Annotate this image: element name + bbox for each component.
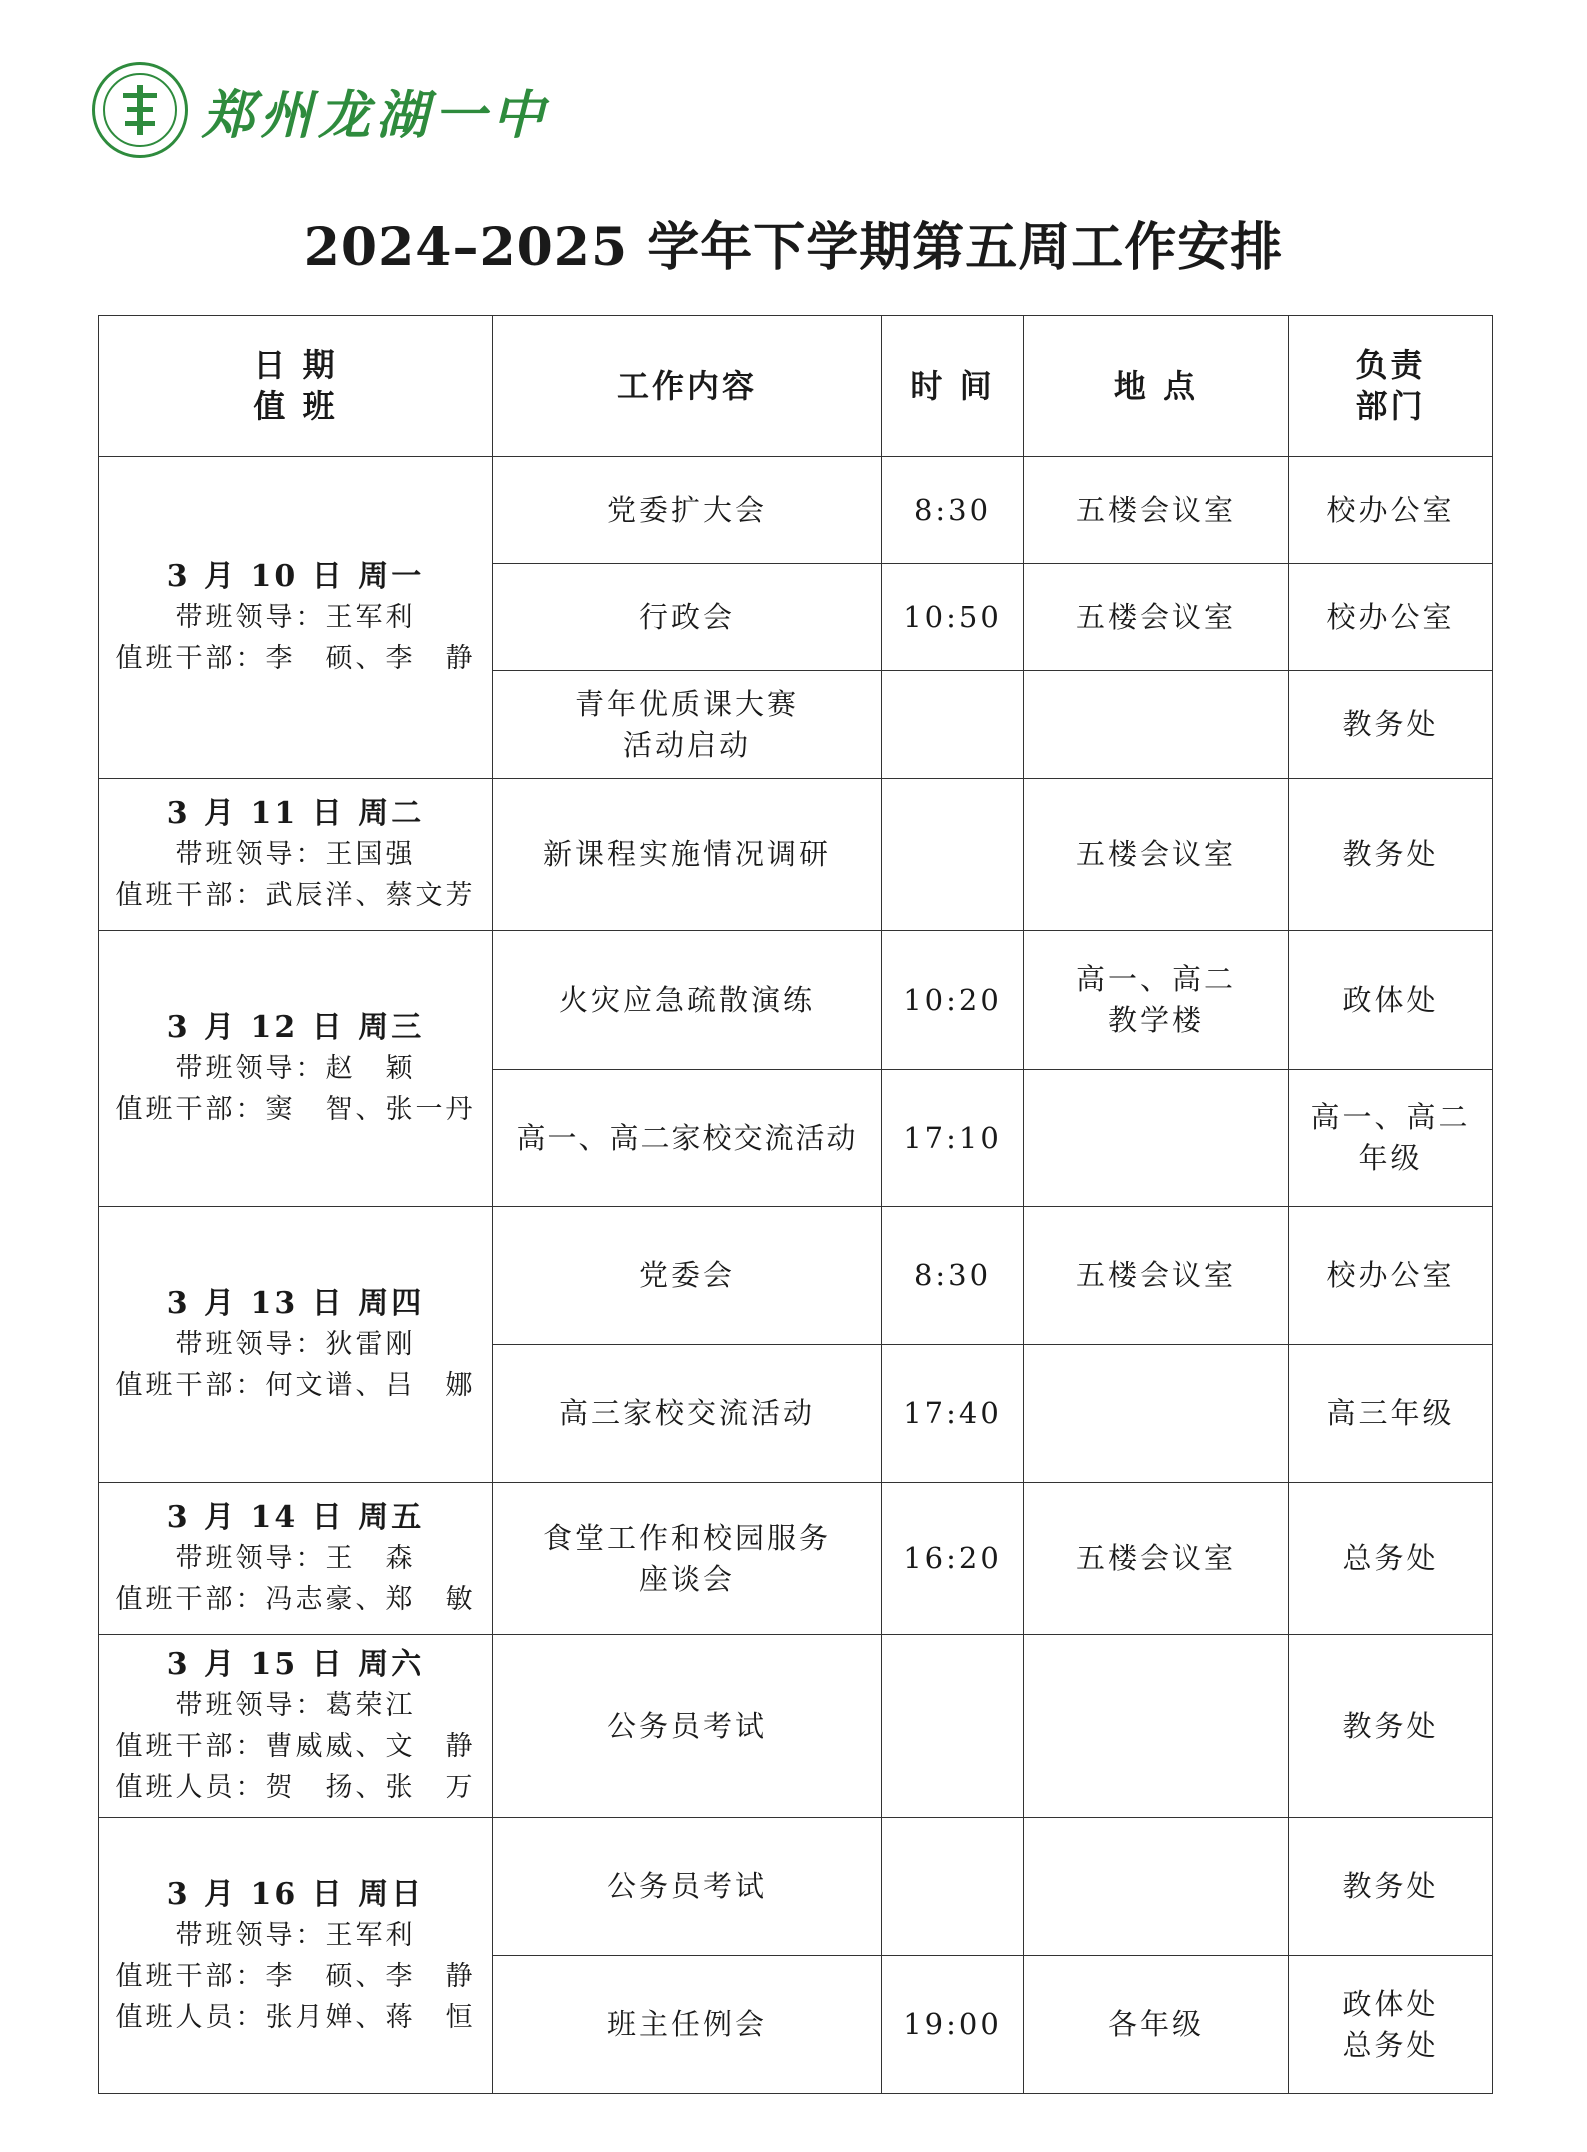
dept-cell: 教务处 <box>1289 671 1493 779</box>
time-cell <box>882 1635 1024 1818</box>
content-cell: 高一、高二家校交流活动 <box>493 1070 882 1207</box>
content-cell: 食堂工作和校园服务 座谈会 <box>493 1483 882 1635</box>
place-cell: 五楼会议室 <box>1024 457 1289 564</box>
day-cell: 3 月 13 日 周四 带班领导：狄雷刚 值班干部：何文谱、吕 娜 <box>99 1207 493 1483</box>
place-cell <box>1024 1345 1289 1483</box>
dept-cell: 校办公室 <box>1289 457 1493 564</box>
header-date: 日 期 值 班 <box>99 316 493 457</box>
header-place: 地 点 <box>1024 316 1289 457</box>
place-cell <box>1024 671 1289 779</box>
content-cell: 公务员考试 <box>493 1818 882 1956</box>
header-row <box>99 316 1493 457</box>
dept-cell: 高三年级 <box>1289 1345 1493 1483</box>
time-cell: 16:20 <box>882 1483 1024 1635</box>
table-row <box>99 931 1493 1070</box>
place-cell <box>1024 1635 1289 1818</box>
time-cell: 17:40 <box>882 1345 1024 1483</box>
content-cell: 高三家校交流活动 <box>493 1345 882 1483</box>
dept-cell: 高一、高二 年级 <box>1289 1070 1493 1207</box>
place-cell: 五楼会议室 <box>1024 564 1289 671</box>
table-row <box>99 779 1493 931</box>
content-cell: 新课程实施情况调研 <box>493 779 882 931</box>
dept-cell: 校办公室 <box>1289 1207 1493 1345</box>
day-cell: 3 月 14 日 周五 带班领导：王 森 值班干部：冯志豪、郑 敏 <box>99 1483 493 1635</box>
time-cell: 10:20 <box>882 931 1024 1070</box>
dept-cell: 政体处 总务处 <box>1289 1956 1493 2094</box>
time-cell <box>882 1818 1024 1956</box>
page-title: 2024–2025 学年下学期第五周工作安排 <box>303 217 1284 278</box>
content-cell: 火灾应急疏散演练 <box>493 931 882 1070</box>
school-logo <box>92 62 550 158</box>
dept-cell: 政体处 <box>1289 931 1493 1070</box>
header-content: 工作内容 <box>493 316 882 457</box>
place-cell <box>1024 1070 1289 1207</box>
place-cell: 五楼会议室 <box>1024 1483 1289 1635</box>
day-cell: 3 月 10 日 周一 带班领导：王军利 值班干部：李 硕、李 静 <box>99 457 493 779</box>
dept-cell: 教务处 <box>1289 1635 1493 1818</box>
dept-cell: 校办公室 <box>1289 564 1493 671</box>
school-seal-icon <box>92 62 188 158</box>
day-cell: 3 月 15 日 周六 带班领导：葛荣江 值班干部：曹威威、文 静 值班人员：贺 扬、张 万 <box>99 1635 493 1818</box>
table-row <box>99 1207 1493 1345</box>
table-row <box>99 457 1493 564</box>
place-cell: 高一、高二 教学楼 <box>1024 931 1289 1070</box>
place-cell <box>1024 1818 1289 1956</box>
dept-cell: 总务处 <box>1289 1483 1493 1635</box>
content-cell: 党委扩大会 <box>493 457 882 564</box>
content-cell: 青年优质课大赛 活动启动 <box>493 671 882 779</box>
header-dept: 负责 部门 <box>1289 316 1493 457</box>
table-row <box>99 1483 1493 1635</box>
content-cell: 班主任例会 <box>493 1956 882 2094</box>
header-time: 时 间 <box>882 316 1024 457</box>
time-cell <box>882 779 1024 931</box>
content-cell: 公务员考试 <box>493 1635 882 1818</box>
place-cell: 各年级 <box>1024 1956 1289 2094</box>
time-cell: 8:30 <box>882 457 1024 564</box>
day-cell: 3 月 11 日 周二 带班领导：王国强 值班干部：武辰洋、蔡文芳 <box>99 779 493 931</box>
table-row <box>99 1818 1493 1956</box>
dept-cell: 教务处 <box>1289 779 1493 931</box>
place-cell: 五楼会议室 <box>1024 779 1289 931</box>
content-cell: 行政会 <box>493 564 882 671</box>
content-cell: 党委会 <box>493 1207 882 1345</box>
place-cell: 五楼会议室 <box>1024 1207 1289 1345</box>
time-cell: 19:00 <box>882 1956 1024 2094</box>
time-cell: 17:10 <box>882 1070 1024 1207</box>
schedule-table <box>98 315 1493 2094</box>
time-cell: 8:30 <box>882 1207 1024 1345</box>
table-row <box>99 1635 1493 1818</box>
time-cell <box>882 671 1024 779</box>
school-name: 郑州龙湖一中 <box>202 85 551 146</box>
day-cell: 3 月 12 日 周三 带班领导：赵 颖 值班干部：窦 智、张一丹 <box>99 931 493 1207</box>
day-cell: 3 月 16 日 周日 带班领导：王军利 值班干部：李 硕、李 静 值班人员：张月婵、蒋 恒 <box>99 1818 493 2094</box>
time-cell: 10:50 <box>882 564 1024 671</box>
dept-cell: 教务处 <box>1289 1818 1493 1956</box>
